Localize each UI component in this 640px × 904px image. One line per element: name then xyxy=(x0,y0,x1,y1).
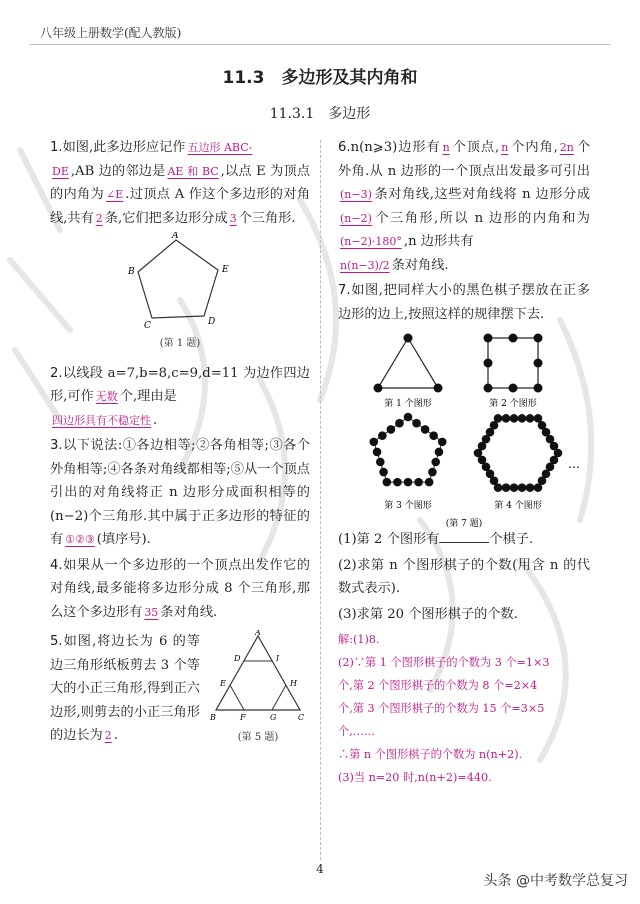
header-rule xyxy=(30,44,610,45)
label-E: E xyxy=(220,679,226,688)
question-1 xyxy=(50,136,310,230)
chess-piece xyxy=(404,478,413,487)
chess-piece xyxy=(387,425,396,434)
question-2 xyxy=(50,362,310,433)
answer: 2n xyxy=(559,141,574,154)
part-text: 个棋子. xyxy=(489,532,534,547)
question-text: 如图,把同样大小的黑色棋子摆放在正多边形的边上,按照这样的规律摆下去. xyxy=(338,283,590,322)
question-7 xyxy=(338,279,590,326)
question-7-part-1 xyxy=(338,528,590,552)
chess-piece xyxy=(550,442,559,451)
pattern-triangle xyxy=(374,334,443,393)
question-number: 4. xyxy=(50,557,63,573)
question-number: 5. xyxy=(50,634,63,649)
pentagon-figure xyxy=(120,232,240,332)
question-text: 个外角.从 n 边形的一个顶点出发最多可引出 xyxy=(338,140,591,179)
ellipsis: … xyxy=(568,457,580,471)
answer: DE xyxy=(52,164,69,178)
figure-caption: (第 1 题) xyxy=(159,338,201,349)
figure-label: 第 1 个图形 xyxy=(384,399,432,409)
question-text: 个,理由是 xyxy=(119,389,177,404)
chess-piece xyxy=(425,478,434,487)
answer: n(n−3)/2 xyxy=(340,258,390,272)
question-text: 条对角线. xyxy=(391,257,449,273)
solution-line: ∴第 n 个图形棋子的个数为 n(n+2). xyxy=(338,748,523,761)
label-C: C xyxy=(144,321,151,331)
label-B: B xyxy=(128,267,135,277)
chess-piece xyxy=(421,425,430,434)
page-number: 4 xyxy=(316,862,324,876)
chess-piece xyxy=(431,458,440,467)
chess-piece xyxy=(518,483,527,492)
label-A: A xyxy=(255,630,261,637)
label-G: G xyxy=(270,713,277,722)
label-C: C xyxy=(298,713,305,722)
question-number: 1. xyxy=(50,140,63,155)
question-text: (填序号). xyxy=(96,532,151,547)
question-text: ,n 边形共有 xyxy=(403,234,474,249)
answer: (n−2) xyxy=(340,211,372,225)
answer: 2 xyxy=(95,211,103,225)
part-text: (1)第 2 个图形有 xyxy=(338,532,440,547)
answer: (n−3) xyxy=(340,188,372,201)
chess-piece xyxy=(534,483,543,492)
answer: 五边形 ABC- xyxy=(187,141,253,154)
chess-piece xyxy=(376,458,385,467)
chess-piece xyxy=(379,468,388,477)
chess-piece xyxy=(510,414,519,423)
answer: 四边形具有不稳定性 xyxy=(52,413,151,427)
question-text: 个内角, xyxy=(510,140,558,155)
solution-line: 个,…… xyxy=(338,725,376,738)
label-F: F xyxy=(240,713,246,722)
figure-caption: (第 7 题) xyxy=(445,519,483,528)
question-text: .过顶点 A 作这个多边形的对角线,共有 xyxy=(50,187,311,226)
question-number: 2. xyxy=(50,365,63,381)
answer: n xyxy=(501,141,509,154)
label-A: A xyxy=(172,232,179,241)
solution-line: 个,第 2 个图形棋子的个数为 8 个=2×4 xyxy=(338,679,538,692)
chess-pattern-figure xyxy=(338,328,590,528)
section-title: 11.3 多边形及其内角和 xyxy=(222,68,418,88)
chess-piece xyxy=(494,414,503,423)
label-E: E xyxy=(222,265,229,275)
question-text: ,以点 E 为顶点的内角为 xyxy=(50,163,311,202)
right-column xyxy=(338,136,590,789)
answer: (n−2)·180° xyxy=(340,235,402,248)
chess-piece xyxy=(438,438,447,447)
question-5 xyxy=(50,630,310,748)
figure-label: 第 3 个图形 xyxy=(384,501,432,511)
chess-piece xyxy=(518,414,527,423)
chess-piece xyxy=(502,414,511,423)
chess-piece xyxy=(414,478,423,487)
chess-piece xyxy=(369,438,378,447)
label-D: D xyxy=(208,317,216,327)
triangle-figure xyxy=(210,630,306,726)
question-text: 如图,将边长为 6 的等边三角形纸板剪去 3 个等大的小正三角形,得到正六边形,则剪去的小正三角形的边长为 xyxy=(50,634,200,743)
solution-line: 解:(1)8. xyxy=(338,633,380,646)
column-divider xyxy=(320,140,321,860)
figure-7 xyxy=(338,328,590,528)
label-I: I xyxy=(276,654,280,663)
chess-piece xyxy=(526,414,535,423)
answer: 2 xyxy=(104,729,112,742)
question-text: 条,它们把多边形分成 xyxy=(104,210,228,226)
pattern-hexagon xyxy=(474,414,563,492)
answer: n xyxy=(442,141,450,154)
chess-piece xyxy=(383,478,392,487)
question-number: 6. xyxy=(338,140,351,155)
pattern-square xyxy=(484,334,543,393)
question-4 xyxy=(50,554,310,625)
question-text: 个顶点, xyxy=(451,140,500,155)
question-number: 3. xyxy=(50,438,63,453)
label-D: D xyxy=(234,654,241,663)
question-text: 以线段 a=7,b=8,c=9,d=11 为边作四边形,可作 xyxy=(50,365,310,404)
answer: AE 和 BC xyxy=(167,164,219,178)
question-text: ,AB 边的邻边是 xyxy=(70,163,166,179)
question-text: 个三角形. xyxy=(238,210,296,226)
chess-piece xyxy=(378,431,387,440)
chess-piece xyxy=(526,483,535,492)
solution-line: (2)∵第 1 个图形棋子的个数为 3 个=1×3 xyxy=(338,656,550,669)
question-text: . xyxy=(113,728,118,743)
solution xyxy=(338,628,590,789)
answer: 无数 xyxy=(95,390,118,403)
solution-line: 个,第 3 个图形棋子的个数为 15 个=3×5 xyxy=(338,702,545,715)
chess-piece xyxy=(393,478,402,487)
chess-piece xyxy=(412,419,421,428)
question-text: 条对角线. xyxy=(160,604,218,620)
chess-piece xyxy=(435,448,444,457)
question-text: n(n⩾3)边形有 xyxy=(350,140,441,155)
solution-line: (3)当 n=20 时,n(n+2)=440. xyxy=(338,771,492,784)
label-H: H xyxy=(290,679,297,688)
question-text: 以下说法:①各边相等;②各角相等;③各个外角相等;④各条对角线都相等;⑤从一个顶点引出的对角线将正 n 边形分成面积相等的(n−2)个三角形.其中属于正多边形的特征的有 xyxy=(50,438,310,547)
left-column xyxy=(50,136,310,750)
question-number: 7. xyxy=(338,283,351,298)
answer: 35 xyxy=(144,605,159,619)
pattern-pentagon xyxy=(369,413,446,487)
answer: 3 xyxy=(229,211,237,225)
source-watermark: 头条 @中考数学总复习 xyxy=(483,873,628,889)
section-subtitle: 11.3.1 多边形 xyxy=(269,106,371,122)
question-text: 个三角形,所以 n 边形的内角和为 xyxy=(373,210,590,226)
question-text: 条对角线,这些对角线将 n 边形分成 xyxy=(373,187,590,202)
chess-piece xyxy=(395,419,404,428)
figure-label: 第 4 个图形 xyxy=(494,501,542,511)
question-6 xyxy=(338,136,590,277)
question-7-part-3: (3)求第 20 个图形棋子的个数. xyxy=(338,606,518,622)
chess-piece xyxy=(510,483,519,492)
answer-blank xyxy=(439,528,489,543)
question-7-part-2: (2)求第 n 个图形棋子的个数(用含 n 的代数式表示). xyxy=(338,557,590,596)
page-header: 八年级上册数学(配人教版) xyxy=(40,26,182,40)
label-B: B xyxy=(210,713,216,722)
chess-piece xyxy=(428,468,437,477)
question-text: 如图,此多边形应记作 xyxy=(62,140,186,155)
figure-1 xyxy=(50,232,310,356)
figure-5 xyxy=(210,630,306,750)
question-text: 如果从一个多边形的一个顶点出发作它的对角线,最多能将多边形分成 8 个三角形,那么这个多边形有 xyxy=(50,557,310,620)
chess-piece xyxy=(429,431,438,440)
answer: ∠E xyxy=(106,188,124,201)
chess-piece xyxy=(404,413,413,422)
question-text: . xyxy=(153,412,158,428)
chess-piece xyxy=(373,448,382,457)
chess-piece xyxy=(502,483,511,492)
question-3 xyxy=(50,434,310,552)
figure-label: 第 2 个图形 xyxy=(489,399,537,409)
figure-caption: (第 5 题) xyxy=(237,732,279,743)
answer: ①②③ xyxy=(65,533,95,546)
